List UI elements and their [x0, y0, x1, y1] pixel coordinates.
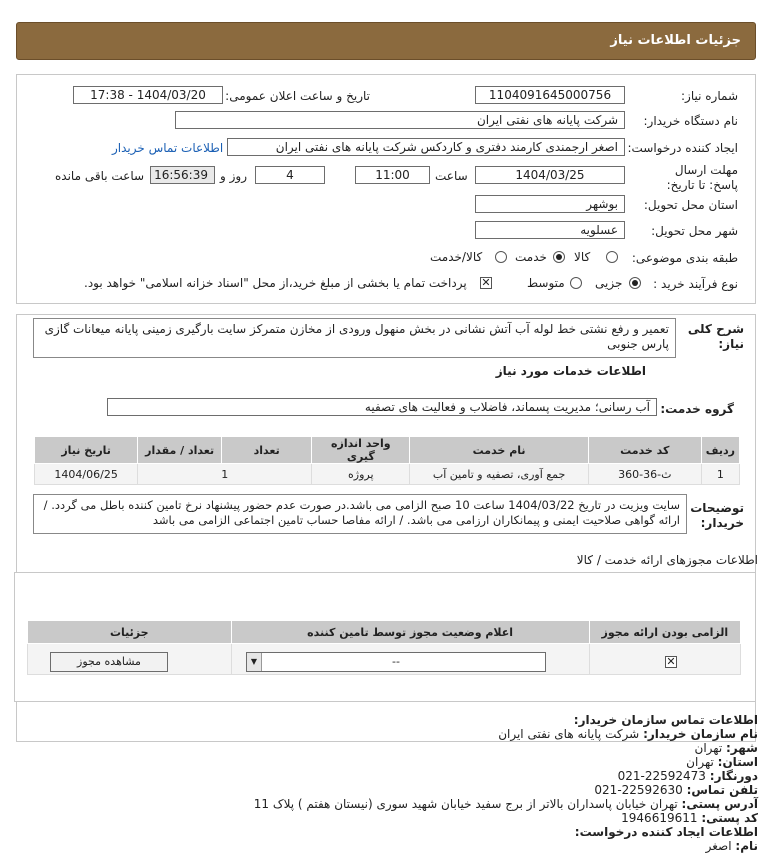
category-radio-goods[interactable] [606, 251, 618, 263]
permit-status-value: -- [392, 655, 400, 668]
contact-province: استان: تهران [686, 755, 758, 769]
col-row: ردیف [701, 437, 739, 464]
contact-phone: تلفن تماس: 22592630-021 [594, 783, 758, 797]
process-option-medium: متوسط [527, 276, 565, 290]
payment-note: پرداخت تمام یا بخشی از مبلغ خرید،از محل "اسناد خزانه اسلامی" خواهد بود. [84, 276, 467, 290]
cell-date: 1404/06/25 [35, 464, 138, 485]
process-label: نوع فرآیند خرید : [653, 277, 738, 291]
category-option-goods: کالا [574, 250, 591, 264]
view-permit-button[interactable]: مشاهده مجوز [50, 652, 168, 672]
col-permit-required: الزامی بودن ارائه مجوز [589, 621, 740, 644]
buyer-org-label: نام دستگاه خریدار: [643, 114, 738, 128]
deadline-time-field: 11:00 [355, 166, 430, 184]
category-radio-goods-service[interactable] [495, 251, 507, 263]
services-title: اطلاعات خدمات مورد نیاز [495, 364, 646, 378]
category-option-goods-service: کالا/خدمت [430, 250, 483, 264]
col-unit: واحد اندازه گیری [312, 437, 410, 464]
permit-status-select[interactable] [246, 652, 546, 672]
deadline-time-label: ساعت [435, 169, 468, 183]
announce-datetime-label: تاریخ و ساعت اعلان عمومی: [225, 89, 370, 103]
cell-count: 1 [138, 464, 312, 485]
service-group-field: آب رسانی؛ مدیریت پسماند، فاضلاب و فعالیت های تصفیه [107, 398, 657, 416]
contact-title: اطلاعات تماس سازمان خریدار: [573, 713, 758, 727]
description-label-text: شرح کلی نیاز: [687, 322, 744, 351]
services-table [34, 436, 740, 485]
remaining-time-field: 16:56:39 [150, 166, 215, 184]
province-field: بوشهر [475, 195, 625, 213]
buyer-notes-box: سایت ویزیت در تاریخ 1404/03/22 ساعت 10 صبح الزامی می باشد.در صورت عدم حضور پیشنهاد نرخ تامین کننده باطل می گردد. / ارائه گواهی صلاحیت ایمنی و پیمانکاران ارزامی می باشد. / ارائه مفاصا حساب تامین اجتماعی الزامی می باشد [33, 494, 687, 534]
service-group-label: گروه خدمت: [660, 402, 734, 416]
buyer-notes-label [688, 501, 744, 531]
description-box: تعمیر و رفع نشتی خط لوله آب آتش نشانی در بخش منهول ورودی از مخازن متمرکز سایت بارگیری زمینی پایانه میعانات گازی پارس جنوبی [33, 318, 676, 358]
page-title: جزئیات اطلاعات نیاز [610, 33, 741, 48]
category-label: طبقه بندی موضوعی: [631, 251, 738, 265]
cell-code: ث-36-360 [588, 464, 701, 485]
need-number-field: 1104091645000756 [475, 86, 625, 104]
col-permit-status: اعلام وضعیت مجوز توسط تامین کننده [231, 621, 589, 644]
cell-name: جمع آوری، تصفیه و تامین آب [410, 464, 589, 485]
col-details: جزئیات [28, 621, 232, 644]
permits-title: اطلاعات مجوزهای ارائه خدمت / کالا [576, 553, 758, 567]
announce-datetime-field: 1404/03/20 - 17:38 [73, 86, 223, 104]
deadline-label [643, 163, 738, 193]
deadline-label-text: مهلت ارسال پاسخ: تا تاریخ: [666, 163, 738, 192]
province-label: استان محل تحویل: [643, 198, 738, 212]
remaining-time-label: ساعت باقی مانده [55, 169, 145, 183]
creator-name: نام: اصغر [705, 839, 758, 853]
payment-checkbox[interactable]: ✕ [481, 276, 491, 289]
description-label [684, 322, 744, 352]
city-field: عسلویه [475, 221, 625, 239]
contact-city: شهر: تهران [694, 741, 758, 755]
contact-postal: کد پستی: 1946619611 [621, 811, 758, 825]
services-table-header [35, 437, 740, 464]
buyer-notes-label-text: توضیحات خریدار: [690, 501, 744, 530]
col-qty: تعداد / مقدار [138, 437, 222, 464]
buyer-contact-link[interactable]: اطلاعات تماس خریدار [112, 141, 224, 155]
buyer-org-field: شرکت پایانه های نفتی ایران [175, 111, 625, 129]
table-row[interactable] [35, 464, 740, 485]
need-number-label: شماره نیاز: [681, 89, 738, 103]
deadline-date-field: 1404/03/25 [475, 166, 625, 184]
cell-row: 1 [701, 464, 739, 485]
permit-required-checkbox: ✕ [666, 655, 676, 668]
process-radio-medium[interactable] [570, 277, 582, 289]
contact-address: آدرس پستی: تهران خیابان پاسداران بالاتر از برج سفید خیابان شهید سوری (نیستان هفتم ) پلاک 11 [253, 797, 758, 811]
category-option-service: خدمت [515, 250, 547, 264]
days-field: 4 [255, 166, 325, 184]
creator-info-title: اطلاعات ایجاد کننده درخواست: [574, 825, 758, 839]
days-label: روز و [220, 169, 247, 183]
process-option-minor: جزیی [595, 276, 623, 290]
creator-label: ایجاد کننده درخواست: [627, 141, 738, 155]
city-label: شهر محل تحویل: [651, 224, 738, 238]
page-header [16, 22, 756, 60]
cell-unit: پروژه [312, 464, 410, 485]
col-code: کد خدمت [588, 437, 701, 464]
col-name: نام خدمت [410, 437, 589, 464]
contact-org: نام سازمان خریدار: شرکت پایانه های نفتی ایران [498, 727, 758, 741]
col-date: تاریخ نیاز [35, 437, 138, 464]
process-radio-minor[interactable] [629, 277, 641, 289]
col-count: تعداد [222, 437, 312, 464]
permits-table-header [28, 621, 741, 644]
contact-fax: دورنگار: 22592473-021 [617, 769, 758, 783]
creator-field: اصغر ارجمندی کارمند دفتری و کاردکس شرکت پایانه های نفتی ایران [227, 138, 625, 156]
category-radio-service[interactable] [553, 251, 565, 263]
chevron-down-icon: ▼ [247, 653, 262, 671]
